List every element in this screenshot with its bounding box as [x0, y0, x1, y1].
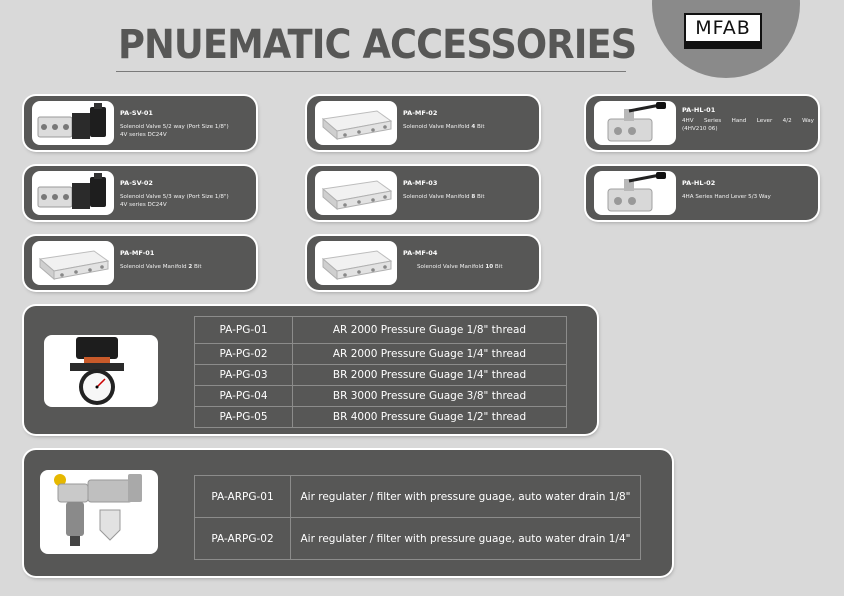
- logo-underline-bar: [686, 41, 760, 47]
- product-description: Solenoid Valve Manifold 10 Bit: [417, 264, 503, 270]
- part-code: PA-ARPG-02: [195, 518, 291, 560]
- part-description: AR 2000 Pressure Guage 1/8" thread: [293, 317, 567, 344]
- product-description: Solenoid Valve Manifold 2 Bit: [120, 264, 202, 270]
- pressure-gauge-image: [44, 335, 158, 407]
- product-code: PA-MF-03: [403, 179, 438, 187]
- product-code: PA-HL-01: [682, 106, 716, 114]
- part-code: PA-PG-04: [195, 386, 293, 407]
- hand-lever-valve-image: [594, 171, 676, 215]
- table-row: [195, 344, 567, 365]
- table-row: [195, 386, 567, 407]
- product-card-pa-hl-02: [586, 166, 818, 220]
- title-divider: [116, 71, 626, 72]
- part-description: AR 2000 Pressure Guage 1/4" thread: [293, 344, 567, 365]
- manifold-image: [32, 241, 114, 285]
- table-row: [195, 518, 641, 560]
- product-card-pa-mf-03: [307, 166, 539, 220]
- manifold-image: [315, 171, 397, 215]
- air-regulator-image: [40, 470, 158, 554]
- part-code: PA-PG-01: [195, 317, 293, 344]
- table-row: [195, 476, 641, 518]
- product-code: PA-MF-01: [120, 249, 155, 257]
- part-code: PA-PG-02: [195, 344, 293, 365]
- part-description: Air regulater / filter with pressure guage, auto water drain 1/4": [291, 518, 641, 560]
- logo-text: MFAB: [695, 17, 751, 39]
- pressure-gauge-table: [194, 316, 567, 428]
- product-code: PA-HL-02: [682, 179, 716, 187]
- product-description: Solenoid Valve 5/2 way (Port Size 1/8") 4V series DC24V: [120, 124, 229, 138]
- product-description: Solenoid Valve 5/3 way (Port Size 1/8") 4V series DC24V: [120, 194, 229, 208]
- product-card-pa-hl-01: [586, 96, 818, 150]
- hand-lever-valve-image: [594, 101, 676, 145]
- air-regulator-table: [194, 475, 641, 560]
- manifold-image: [315, 101, 397, 145]
- table-row: [195, 365, 567, 386]
- product-card-pa-mf-04: [307, 236, 539, 290]
- part-code: PA-PG-03: [195, 365, 293, 386]
- page-title: PNUEMATIC ACCESSORIES: [118, 22, 637, 68]
- part-description: Air regulater / filter with pressure guage, auto water drain 1/8": [291, 476, 641, 518]
- product-description: 4HV Series Hand Lever 4/2 Way (4HV210 06): [682, 118, 814, 132]
- part-description: BR 2000 Pressure Guage 1/4" thread: [293, 365, 567, 386]
- product-description: Solenoid Valve Manifold 4 Bit: [403, 124, 485, 130]
- table-row: [195, 407, 567, 428]
- product-card-pa-sv-02: [24, 166, 256, 220]
- product-description: Solenoid Valve Manifold 8 Bit: [403, 194, 485, 200]
- product-code: PA-SV-01: [120, 109, 153, 117]
- manifold-image: [315, 241, 397, 285]
- product-card-pa-mf-02: [307, 96, 539, 150]
- product-code: PA-MF-04: [403, 249, 438, 257]
- product-code: PA-SV-02: [120, 179, 153, 187]
- solenoid-valve-image: [32, 101, 114, 145]
- air-regulator-panel: [24, 450, 672, 576]
- part-description: BR 4000 Pressure Guage 1/2" thread: [293, 407, 567, 428]
- part-code: PA-ARPG-01: [195, 476, 291, 518]
- product-description: 4HA Series Hand Lever 5/3 Way: [682, 194, 771, 200]
- product-card-pa-sv-01: [24, 96, 256, 150]
- table-row: [195, 317, 567, 344]
- solenoid-valve-image: [32, 171, 114, 215]
- product-code: PA-MF-02: [403, 109, 438, 117]
- product-card-pa-mf-01: [24, 236, 256, 290]
- part-description: BR 3000 Pressure Guage 3/8" thread: [293, 386, 567, 407]
- mfab-logo: [684, 13, 762, 49]
- part-code: PA-PG-05: [195, 407, 293, 428]
- pressure-gauge-panel: [24, 306, 597, 434]
